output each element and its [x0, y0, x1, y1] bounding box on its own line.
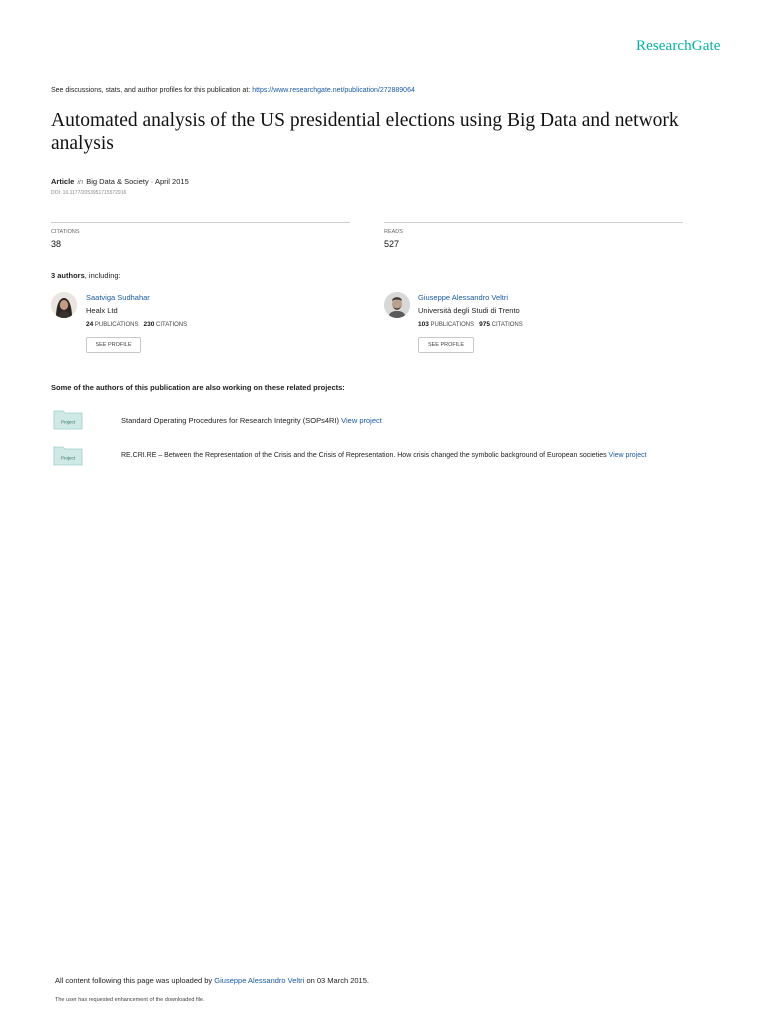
project-title: Standard Operating Procedures for Research Integrity (SOPs4RI) — [121, 416, 340, 425]
uploader-link[interactable]: Giuseppe Alessandro Veltri — [214, 976, 305, 985]
authors-suffix: , including: — [84, 271, 121, 280]
reads-value: 527 — [384, 239, 400, 249]
publication-url-link[interactable]: https://www.researchgate.net/publication/272889064 — [252, 87, 415, 94]
project-item — [121, 416, 382, 425]
view-project-link[interactable]: View project — [341, 416, 382, 425]
authors-heading — [51, 271, 121, 280]
see-profile-button[interactable]: SEE PROFILE — [418, 337, 474, 353]
in-label: in — [77, 177, 84, 186]
author-stats — [418, 321, 523, 328]
project-icon-label: Project — [60, 419, 76, 425]
discussion-line — [51, 87, 415, 94]
project-item — [121, 452, 647, 459]
author-name-link[interactable]: Saatviga Sudhahar — [86, 293, 150, 302]
author-photo-icon — [51, 292, 77, 318]
enhancement-note: The user has requested enhancement of the downloaded file. — [55, 997, 205, 1003]
author-photo-icon — [384, 292, 410, 318]
article-title: Automated analysis of the US presidential elections using Big Data and network analysis — [51, 110, 679, 154]
article-doi: DOI: 10.1177/2053951715572916 — [51, 190, 127, 196]
project-icon-label: Project — [60, 455, 76, 461]
upload-prefix: All content following this page was uploaded by — [55, 976, 213, 985]
related-projects-heading: Some of the authors of this publication are also working on these related projects: — [51, 383, 345, 392]
author-institution: Università degli Studi di Trento — [418, 306, 520, 315]
citations-label: CITATIONS — [156, 322, 188, 328]
divider-reads — [384, 222, 683, 223]
upload-suffix: on 03 March 2015. — [306, 976, 369, 985]
author-citations-count: 230 — [143, 321, 155, 328]
project-title: RE.CRI.RE – Between the Representation of the Crisis and the Crisis of Representation. How crisis changed the symbolic background of European societies — [121, 452, 607, 459]
author-name-link[interactable]: Giuseppe Alessandro Veltri — [418, 293, 509, 302]
author-avatar[interactable] — [384, 292, 410, 318]
reads-label: READS — [384, 229, 403, 235]
see-profile-button[interactable]: SEE PROFILE — [86, 337, 141, 353]
divider-citations — [51, 222, 350, 223]
author-avatar[interactable] — [51, 292, 77, 318]
citations-value: 38 — [51, 239, 62, 249]
author-institution: Healx Ltd — [86, 306, 118, 315]
citations-label: CITATIONS — [491, 322, 523, 328]
discussion-prefix: See discussions, stats, and author profiles for this publication at: — [51, 87, 251, 94]
upload-info — [55, 976, 369, 985]
journal-info: Big Data & Society · April 2015 — [86, 177, 189, 186]
view-project-link[interactable]: View project — [608, 452, 647, 459]
article-type: Article — [51, 177, 75, 186]
publications-label: PUBLICATIONS — [94, 322, 139, 328]
author-stats — [86, 321, 187, 328]
author-publications-count: 24 — [86, 321, 94, 328]
author-citations-count: 975 — [479, 321, 490, 328]
authors-count: 3 authors — [51, 271, 85, 280]
publications-label: PUBLICATIONS — [430, 322, 475, 328]
researchgate-logo[interactable]: ResearchGate — [636, 38, 721, 54]
article-meta — [51, 177, 189, 186]
author-publications-count: 103 — [418, 321, 429, 328]
citations-label: CITATIONS — [51, 229, 80, 235]
project-folder-icon — [53, 445, 83, 465]
project-folder-icon — [53, 409, 83, 429]
